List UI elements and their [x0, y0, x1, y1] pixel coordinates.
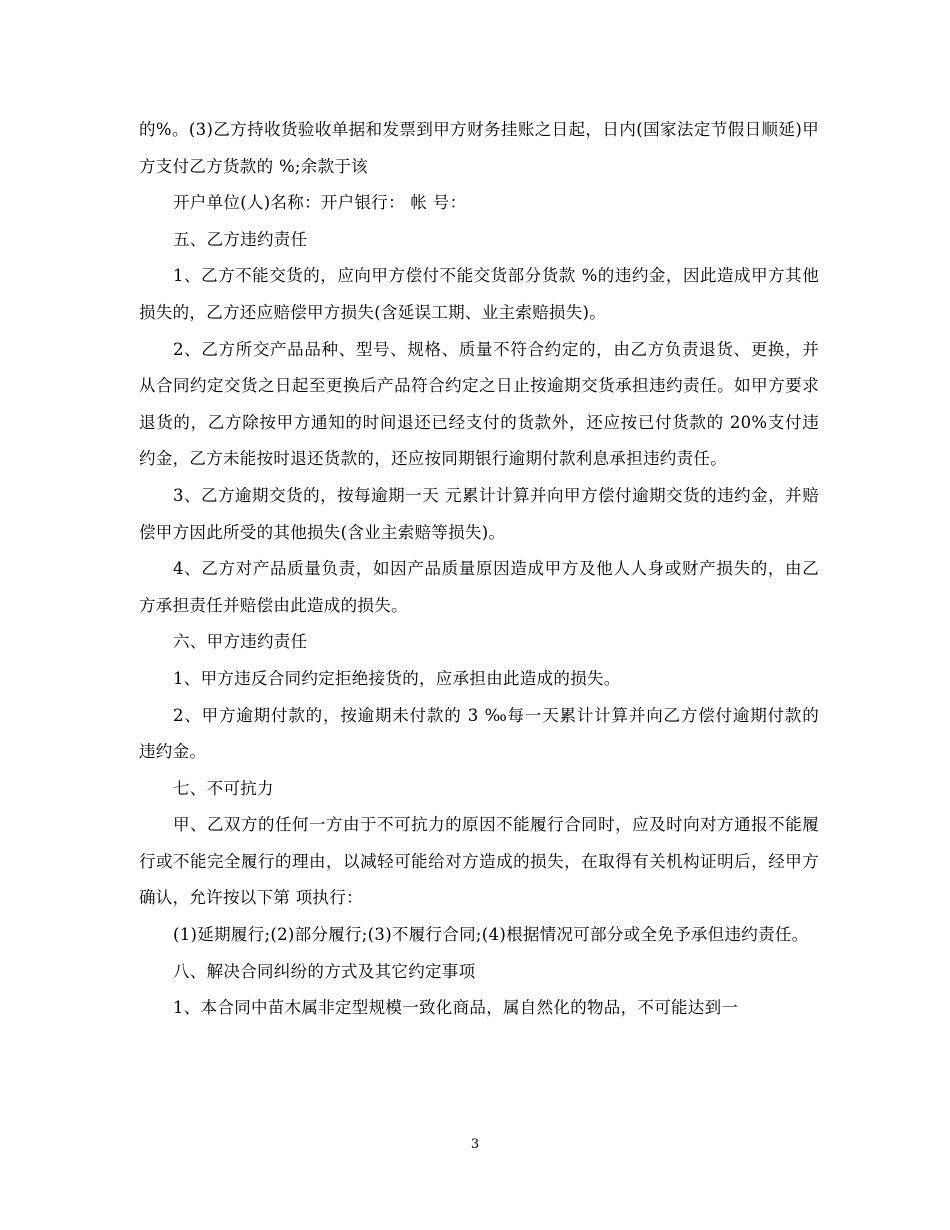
heading-dispute-resolution: 八、解决合同纠纷的方式及其它约定事项 [173, 961, 476, 981]
paragraph-force-majeure: 甲、乙双方的任何一方由于不可抗力的原因不能履行合同时，应及时向对方通报不能履行或不能完全履行的理由，以减轻可能给对方造成的损失，在取得有关机构证明后，经甲方确认，允许按以下第 项执行： [139, 815, 819, 908]
paragraph-b-clause-1: 1、乙方不能交货的，应向甲方偿付不能交货部分货款 %的违约金，因此造成甲方其他损失的，乙方还应赔偿甲方损失(含延误工期、业主索赔损失)。 [139, 266, 819, 322]
paragraph-a-clause-2: 2、甲方逾期付款的，按逾期未付款的 3 ‰每一天累计计算并向乙方偿付逾期付款的 违约金。 [139, 705, 819, 762]
paragraph-force-majeure-options: (1)延期履行;(2)部分履行;(3)不履行合同;(4)根据情况可部分或全免予承但违约责任。 [173, 925, 809, 945]
paragraph-bank-account: 开户单位(人)名称：开户银行： 帐 号： [173, 193, 467, 213]
heading-party-a-liability: 六、甲方违约责任 [173, 632, 308, 652]
heading-party-b-liability: 五、乙方违约责任 [173, 229, 308, 249]
document-body [139, 112, 819, 1027]
paragraph-b-clause-2: 2、乙方所交产品品种、型号、规格、质量不符合约定的，由乙方负责退货、更换，并从合同约定交货之日起至更换后产品符合约定之日止按逾期交货承担违约责任。如甲方要求退货的，乙方除按甲方通知的时间退还已经支付的货款外，还应按已付货款的 20%支付违约金，乙方未能按时退还货款的，还应按同期银行逾期付款利息承担违约责任。 [139, 339, 819, 469]
paragraph-b-clause-3: 3、乙方逾期交货的，按每逾期一天 元累计计算并向甲方偿付逾期交货的违约金，并赔偿甲方因此所受的其他损失(含业主索赔等损失)。 [139, 485, 819, 542]
page-number: 3 [470, 1137, 480, 1152]
paragraph-a-clause-1: 1、甲方违反合同约定拒绝接货的，应承担由此造成的损失。 [173, 668, 621, 688]
paragraph-dispute-clause-1: 1、本合同中苗木属非定型规模一致化商品，属自然化的物品，不可能达到一 [173, 998, 739, 1018]
paragraph-payment-terms: 的%。(3)乙方持收货验收单据和发票到甲方财务挂账之日起，日内(国家法定节假日顺延)甲方支付乙方货款的 %;余款于该 [139, 120, 819, 176]
heading-force-majeure: 七、不可抗力 [173, 778, 274, 798]
paragraph-b-clause-4: 4、乙方对产品质量负责，如因产品质量原因造成甲方及他人人身或财产损失的，由乙方承担责任并赔偿由此造成的损失。 [139, 559, 819, 615]
